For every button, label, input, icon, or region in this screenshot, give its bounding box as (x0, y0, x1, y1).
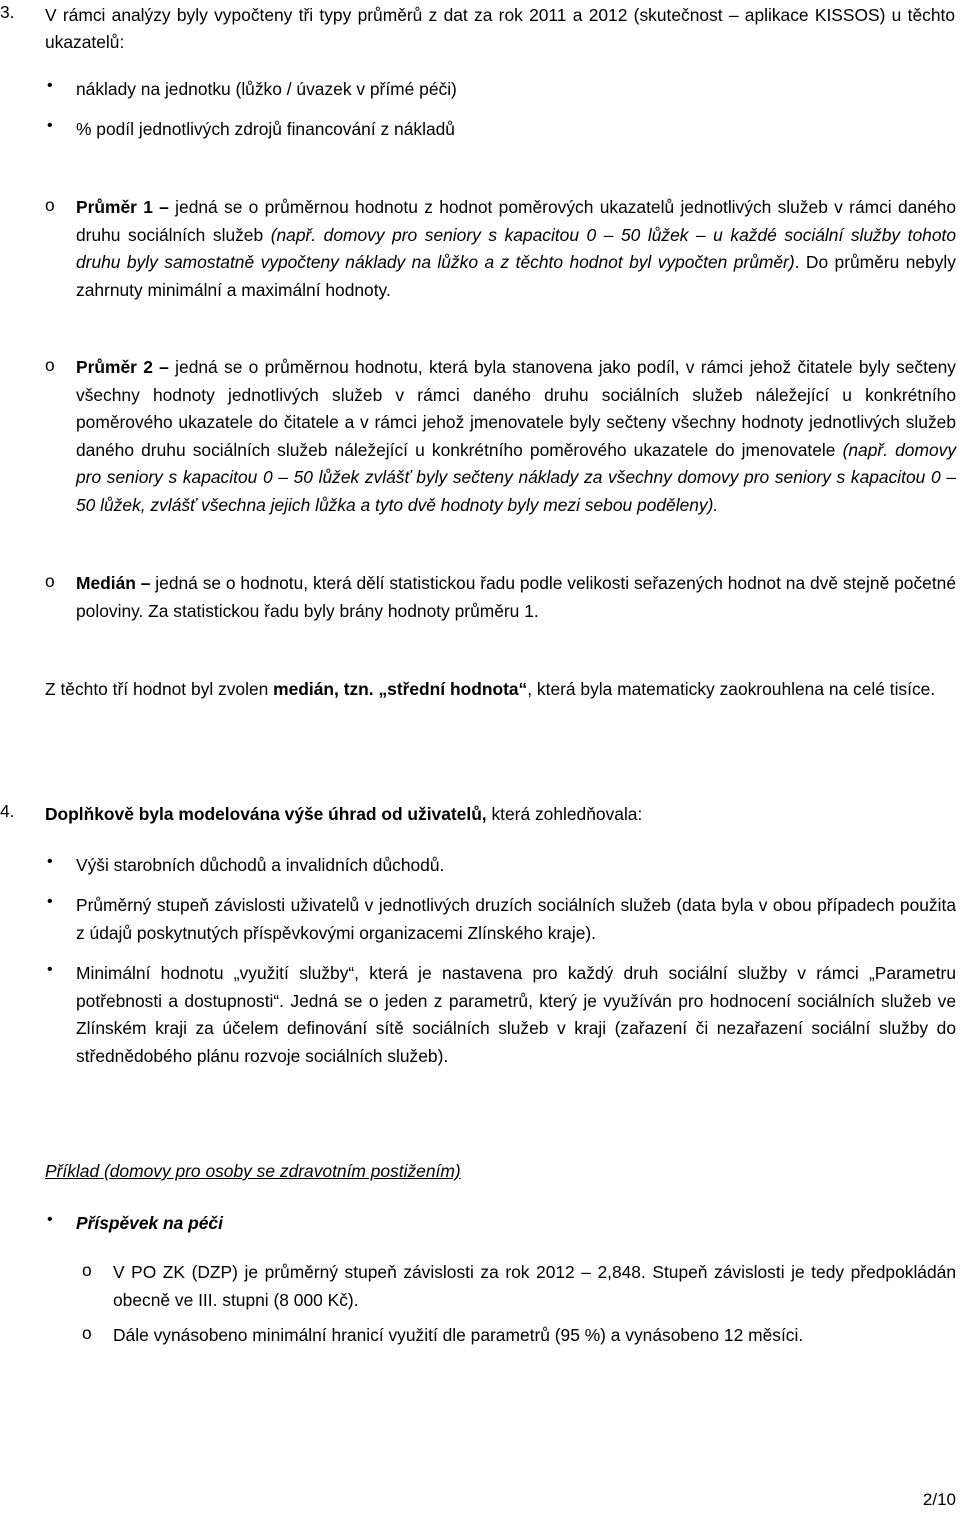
bullet-icon: • (47, 893, 53, 910)
example-item-1: V PO ZK (DZP) je průměrný stupeň závislosti za rok 2012 – 2,848. Stupeň závislosti je tedy předpokládán obecně ve III. stupni (8 000 Kč). (113, 1262, 956, 1310)
circle-bullet-icon: o (82, 1260, 92, 1280)
median-paragraph: Medián – jedná se o hodnotu, která dělí statistickou řadu podle velikosti seřazených hodnot na dvě stejně početné poloviny. Za statistickou řadu byly brány hodnoty průměru 1. (76, 573, 956, 621)
section-3-bullet-2: % podíl jednotlivých zdrojů financování z nákladů (76, 119, 455, 139)
circle-bullet-icon: o (45, 195, 55, 215)
section-3-intro: V rámci analýzy byly vypočteny tři typy průměrů z dat za rok 2011 a 2012 (skutečnost – aplikace KISSOS) u těchto ukazatelů: (45, 5, 955, 52)
bullet-icon: • (47, 1211, 53, 1228)
prumer-2-term: Průměr 2 (76, 357, 153, 377)
page-number: 2/10 (922, 1490, 956, 1509)
prumer-1-paragraph: Průměr 1 – jedná se o průměrnou hodnotu z hodnot poměrových ukazatelů jednotlivých služeb v rámci daného druhu sociálních služeb (např. domovy pro seniory s kapacitou 0 – 50 lůžek – u každé sociální služby tohoto druhu byly samostatně vypočteny náklady na lůžko a z těchto hodnot byl vypočten průměr). Do průměru nebyly zahrnuty minimální a maximální hodnoty. (76, 197, 957, 300)
bullet-icon: • (47, 77, 53, 94)
section-4-heading: Doplňkově byla modelována výše úhrad od uživatelů, která zohledňovala: (45, 804, 643, 824)
section-4-number: 4. (0, 801, 15, 821)
section-4-bullet-1: Výši starobních důchodů a invalidních důchodů. (76, 855, 445, 875)
circle-bullet-icon: o (45, 571, 55, 591)
bullet-icon: • (47, 961, 53, 978)
section-3-bullet-1: náklady na jednotku (lůžko / úvazek v přímé péči) (76, 79, 457, 99)
median-term: Medián (76, 573, 136, 593)
prumer-2-example: (např. domovy pro seniory s kapacitou 0 – 50 lůžek zvlášť byly sečteny náklady za všechny domovy pro seniory s kapacitou 0 – 50 lůžek, zvlášť všechna jejich lůžka a tyto dvě hodnoty byly mezi sebou poděleny). (76, 439, 957, 515)
example-bullet: Příspěvek na péči (76, 1213, 223, 1233)
conclusion-median: medián, tzn. „střední hodnota“ (273, 679, 528, 699)
bullet-icon: • (47, 853, 53, 870)
section-3-number: 3. (0, 2, 15, 22)
example-title: Příklad (domovy pro osoby se zdravotním postižením) (45, 1161, 461, 1181)
section-4-bullet-2: Průměrný stupeň závislosti uživatelů v jednotlivých druzích sociálních služeb (data byla v obou případech použita z údajů poskytnutých příspěvkovými organizacemi Zlínského kraje). (76, 895, 956, 943)
conclusion-paragraph: Z těchto tří hodnot byl zvolen medián, tzn. „střední hodnota“, která byla matematicky zaokrouhlena na celé tisíce. (45, 679, 936, 699)
circle-bullet-icon: o (82, 1323, 92, 1343)
prumer-1-example: (např. domovy pro seniory s kapacitou 0 – 50 lůžek – u každé sociální služby tohoto druhu byly samostatně vypočteny náklady na lůžko a z těchto hodnot byl vypočten průměr) (76, 224, 956, 272)
circle-bullet-icon: o (45, 355, 55, 375)
section-4-bullet-3: Minimální hodnotu „využití služby“, která je nastavena pro každý druh sociální služby v rámci „Parametru potřebnosti a dostupnosti“. Jedná se o jeden z parametrů, který je využíván pro hodnocení sociálních služeb ve Zlínském kraji za účelem definování sítě sociálních služeb v kraji (zařazení či nezařazení sociální služby do střednědobého plánu rozvoje sociálních služeb). (76, 963, 956, 1066)
example-item-2: Dále vynásobeno minimální hranicí využití dle parametrů (95 %) a vynásobeno 12 měsíci. (113, 1325, 804, 1345)
prumer-2-paragraph: Průměr 2 – jedná se o průměrnou hodnotu, která byla stanovena jako podíl, v rámci jehož čitatele byly sečteny všechny hodnoty jednotlivých služeb v rámci daného druhu sociálních služeb náležející u konkrétního poměrového ukazatele do čitatele a v rámci jehož jmenovatele byly sečteny všechny hodnoty jednotlivých služeb daného druhu sociálních služeb náležející u konkrétního poměrového ukazatele do jmenovatele (např. domovy pro seniory s kapacitou 0 – 50 lůžek zvlášť byly sečteny náklady za všechny domovy pro seniory s kapacitou 0 – 50 lůžek, zvlášť všechna jejich lůžka a tyto dvě hodnoty byly mezi sebou poděleny). (76, 357, 957, 515)
bullet-icon: • (47, 117, 53, 134)
prumer-1-term: Průměr 1 (76, 197, 153, 217)
